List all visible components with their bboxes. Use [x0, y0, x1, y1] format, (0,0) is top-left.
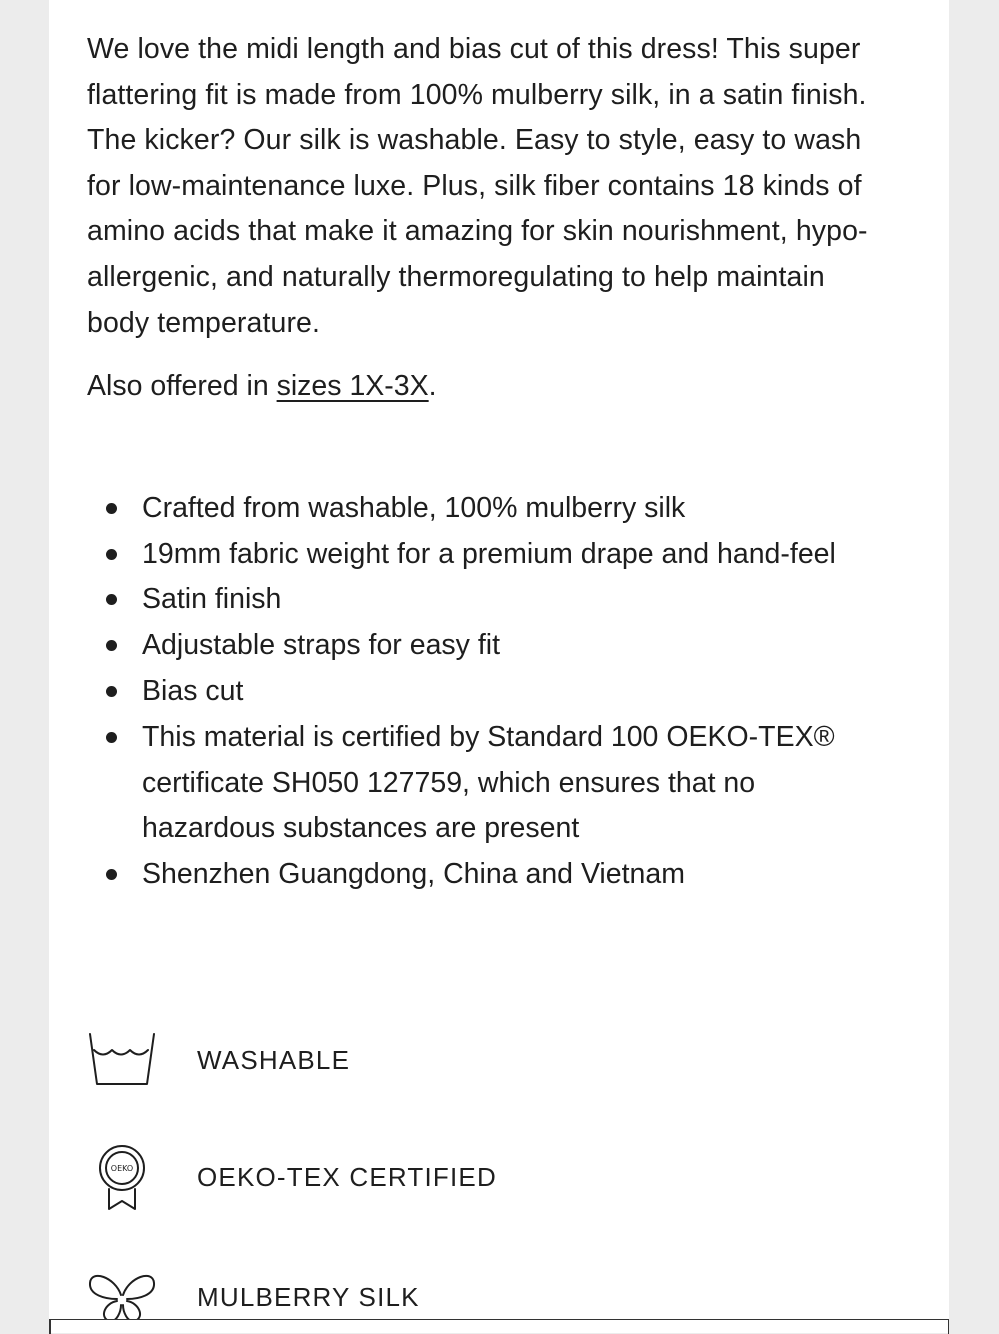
badge-oeko-tex [87, 1145, 887, 1215]
feature-item [87, 577, 882, 623]
feature-text: Shenzhen Guangdong, China and Vietnam [142, 858, 685, 891]
feature-item [87, 532, 882, 578]
badge-label: WASHABLE [197, 1045, 351, 1075]
feature-text: 19mm fabric weight for a premium drape and hand-feel [142, 537, 836, 570]
product-description [87, 27, 887, 898]
bullet-icon [106, 686, 117, 697]
sizes-link[interactable]: sizes 1X-3X [276, 370, 429, 403]
bottom-frame-edge [49, 1319, 949, 1333]
badge-label: MULBERRY SILK [197, 1282, 420, 1312]
feature-text: Satin finish [142, 583, 282, 616]
feature-item [87, 669, 882, 715]
feature-item [87, 715, 882, 852]
sizes-prefix: Also offered in [87, 370, 277, 403]
badge-label: OEKO-TEX CERTIFIED [197, 1162, 497, 1192]
bullet-icon [106, 503, 117, 514]
feature-item [87, 623, 882, 669]
feature-item [87, 486, 882, 532]
feature-text: Crafted from washable, 100% mulberry silk [142, 491, 686, 524]
feature-text: Adjustable straps for easy fit [142, 629, 501, 662]
bullet-icon [106, 869, 117, 880]
bullet-icon [106, 549, 117, 560]
description-paragraph: We love the midi length and bias cut of this dress! This super flattering fit is made from 100% mulberry silk, in a satin finish. The kicker? Our silk is washable. Easy to style, easy to wash for low-maintenance luxe. Plus, silk fiber contains 18 kinds of amino acids that make it amazing for skin nourishment, hypo-allergenic, and naturally thermoregulating to help maintain body temperature. [87, 33, 868, 339]
oeko-icon-text: OEKO [110, 1164, 134, 1173]
washable-icon [87, 1028, 157, 1098]
oeko-tex-icon [87, 1145, 157, 1215]
feature-list [87, 486, 887, 898]
bullet-icon [106, 732, 117, 743]
bullet-icon [106, 594, 117, 605]
feature-text: This material is certified by Standard 100 OEKO-TEX® certificate SH050 127759, which ensures that no hazardous substances are present [142, 720, 835, 845]
sizes-line [87, 364, 887, 410]
feature-text: Bias cut [142, 674, 244, 707]
bullet-icon [106, 640, 117, 651]
product-details-panel [49, 0, 949, 1333]
frame-corner-left [49, 1320, 51, 1334]
feature-item [87, 852, 882, 898]
frame-corner-right [948, 1320, 950, 1334]
sizes-suffix: . [428, 370, 437, 403]
badge-washable [87, 1028, 887, 1098]
